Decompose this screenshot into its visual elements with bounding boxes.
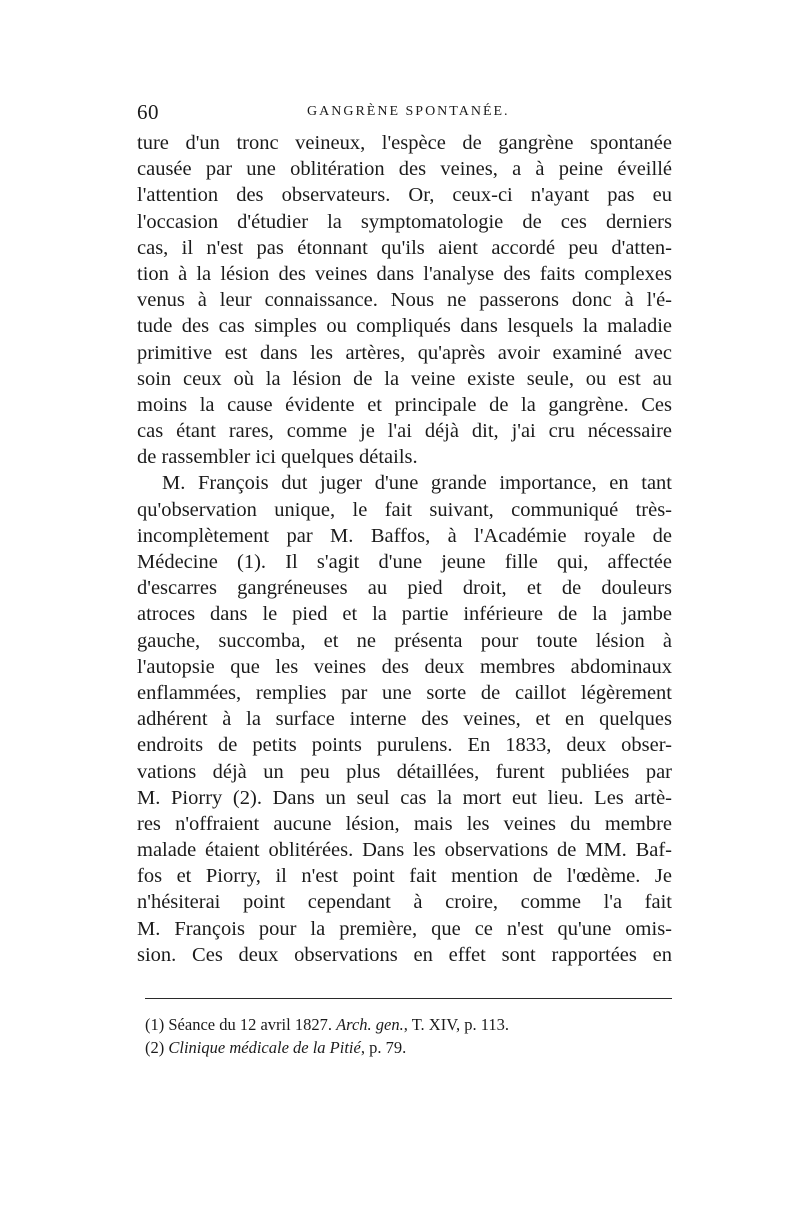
text-line: res n'offraient aucune lésion, mais les veines du membre <box>137 812 672 835</box>
text-line: primitive est dans les artères, qu'après avoir examiné avec <box>137 341 672 364</box>
page-number: 60 <box>137 100 159 124</box>
text-line: cas, il n'est pas étonnant qu'ils aient accordé peu d'atten- <box>137 236 672 259</box>
text-line: d'escarres gangréneuses au pied droit, et de douleurs <box>137 577 672 600</box>
text-line: qu'observation unique, le fait suivant, communiqué très- <box>137 498 672 521</box>
text-line: cas étant rares, comme je l'ai déjà dit, j'ai cru nécessaire <box>137 420 672 443</box>
text-line: soin ceux où la lésion de la veine existe seule, ou est au <box>137 367 672 390</box>
footnote-1 <box>145 1013 672 1036</box>
text-line: sion. Ces deux observations en effet sont rapportées en <box>137 943 672 966</box>
footnote-2 <box>145 1036 672 1059</box>
text-line: de rassembler ici quelques détails. <box>137 446 418 469</box>
text-line: l'occasion d'étudier la symptomatologie de ces derniers <box>137 210 672 233</box>
body-text <box>137 130 672 968</box>
footnote-1-ref: , T. XIV, p. 113. <box>403 1015 510 1034</box>
text-line: n'hésiterai point cependant à croire, comme l'a fait <box>137 891 672 914</box>
footnotes <box>145 1013 672 1059</box>
running-title: GANGRÈNE SPONTANÉE. <box>307 104 510 119</box>
footnote-2-marker: (2) <box>145 1038 169 1057</box>
text-line: ture d'un tronc veineux, l'espèce de gangrène spontanée <box>137 132 672 154</box>
text-line: atroces dans le pied et la partie inférieure de la jambe <box>137 603 672 626</box>
text-line: incomplètement par M. Baffos, à l'Académie royale de <box>137 524 672 547</box>
text-line: l'autopsie que les veines des deux membres abdominaux <box>137 655 672 678</box>
text-line: malade étaient oblitérées. Dans les observations de MM. Baf- <box>137 839 672 862</box>
text-line: M. François pour la première, que ce n'est qu'une omis- <box>137 917 672 940</box>
text-line: M. François dut juger d'une grande importance, en tant <box>162 472 672 495</box>
text-line: moins la cause évidente et principale de la gangrène. Ces <box>137 393 672 416</box>
text-line: Médecine (1). Il s'agit d'une jeune fille qui, affectée <box>137 551 672 573</box>
text-line: endroits de petits points purulens. En 1833, deux obser- <box>137 734 672 757</box>
footnote-2-title: Clinique médicale de la Pitié <box>168 1038 361 1057</box>
text-line: gauche, succomba, et ne présenta pour toute lésion à <box>137 629 672 652</box>
footnote-1-journal: Arch. gen. <box>336 1015 404 1034</box>
text-line: vations déjà un peu plus détaillées, furent publiées par <box>137 760 672 783</box>
footnote-separator <box>145 998 672 999</box>
page-header <box>137 100 672 126</box>
footnote-1-text: (1) Séance du 12 avril 1827. <box>145 1015 337 1034</box>
text-line: adhérent à la surface interne des veines, et en quelques <box>137 708 672 731</box>
text-line: M. Piorry (2). Dans un seul cas la mort eut lieu. Les artè- <box>137 786 672 809</box>
text-line: fos et Piorry, il n'est point fait mention de l'œdème. Je <box>137 865 672 888</box>
text-line: venus à leur connaissance. Nous ne passerons donc à l'é- <box>137 289 672 312</box>
text-line: tion à la lésion des veines dans l'analyse des faits complexes <box>137 262 672 285</box>
text-line: tude des cas simples ou compliqués dans lesquels la maladie <box>137 315 672 338</box>
text-line: causée par une oblitération des veines, a à peine éveillé <box>137 158 672 181</box>
footnote-2-ref: , p. 79. <box>360 1038 407 1057</box>
text-line: enflammées, remplies par une sorte de caillot légèrement <box>137 681 672 704</box>
text-line: l'attention des observateurs. Or, ceux-ci n'ayant pas eu <box>137 184 672 207</box>
